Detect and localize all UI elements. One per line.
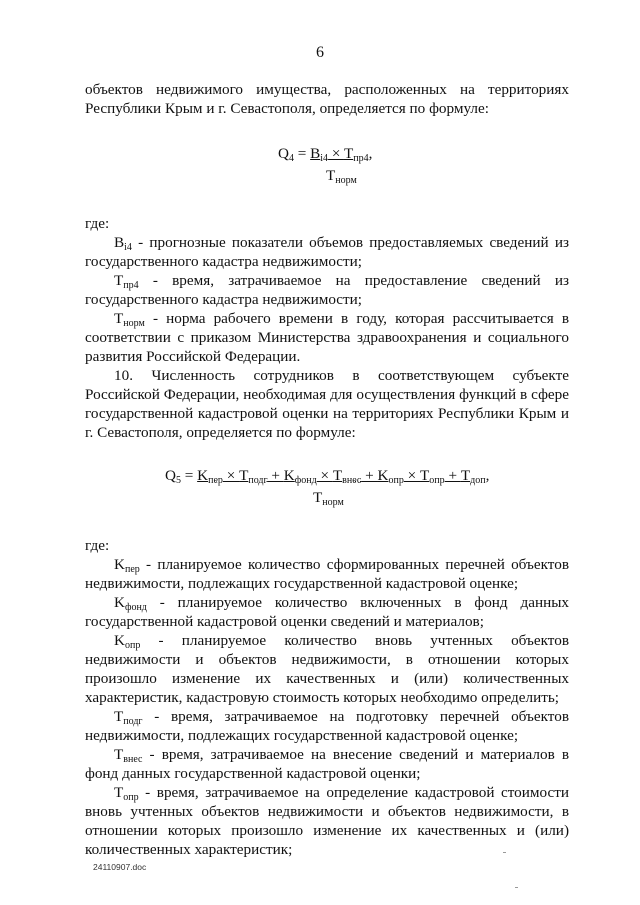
definition-t-podg: $T_{подг}$ - время, затрачиваемое на подготовку перечней объектов недвижимости, подлежащих государственной кадастровой оценке; xyxy=(85,708,569,744)
definition-k-fond: $K_{фонд}$ - планируемое количество включенных в фонд данных государственной кадастровой оценки сведений и материалов; xyxy=(85,594,569,630)
intro-line-1: объектов недвижимого имущества, расположенных на территориях xyxy=(85,81,569,98)
definition-t-norm: $T_{норм}$ - норма рабочего времени в году, которая рассчитывается в соответствии с приказом Министерства здравоохранения и социального развития Российской Федерации. xyxy=(85,310,569,365)
scan-speck xyxy=(503,852,506,853)
definition-k-opr: $K_{опр}$ - планируемое количество вновь учтенных объектов недвижимости и объектов недвижимости, в отношении которых произошло изменение их качественных и (или) количественных характеристик, кадастровую стоимость которых необходимо определить; xyxy=(85,632,569,706)
document-body xyxy=(85,80,569,859)
where-label-1: где: xyxy=(85,215,110,232)
document-filename: 24110907.doc xyxy=(93,862,147,872)
definition-k-per: $K_{пер}$ - планируемое количество сформированных перечней объектов недвижимости, подлежащих государственной кадастровой оценке; xyxy=(85,556,569,592)
definition-t-opr: $T_{опр}$ - время, затрачиваемое на определение кадастровой стоимости вновь учтенных объектов недвижимости и объектов недвижимости, в отношении которых произошло изменение их качественных и (или) количественных характеристик; xyxy=(85,784,569,858)
formula-q5-denominator: $T_{норм}$ xyxy=(313,489,344,508)
definition-b-i4: $B_{i4}$ - прогнозные показатели объемов предоставляемых сведений из государственного кадастра недвижимости; xyxy=(85,234,569,270)
definition-t-vnes: $T_{внес}$ - время, затрачиваемое на внесение сведений и материалов в фонд данных государственной кадастровой оценки; xyxy=(85,746,569,782)
definition-t-pr4: $T_{пр4}$ - время, затрачиваемое на предоставление сведений из государственного кадастра недвижимости; xyxy=(85,272,569,308)
scan-speck xyxy=(515,887,518,888)
formula-q5-numerator: $Q_5 = K_{пер} \times T_{подг} + K_{фонд} \times T_{внес} + K_{опр} \times T_{опр} + T_{доп}$, xyxy=(165,467,490,486)
formula-q4 xyxy=(85,144,569,214)
formula-q5 xyxy=(85,466,569,536)
where-label-2: где: xyxy=(85,537,110,554)
intro-line-2: Республики Крым и г. Севастополя, определяется по формуле: xyxy=(85,100,489,117)
page-number: 6 xyxy=(316,44,324,61)
item-10: 10. Численность сотрудников в соответствующем субъекте Российской Федерации, необходимая для осуществления функций в сфере государственной кадастровой оценки на территориях Республики Крым и г. Севастополя, определяется по формуле: xyxy=(85,367,569,441)
formula-q4-denominator: $T_{норм}$ xyxy=(326,167,357,186)
formula-q4-numerator: $Q_4 = B_{i4} \times T_{пр4}$, xyxy=(278,145,373,164)
